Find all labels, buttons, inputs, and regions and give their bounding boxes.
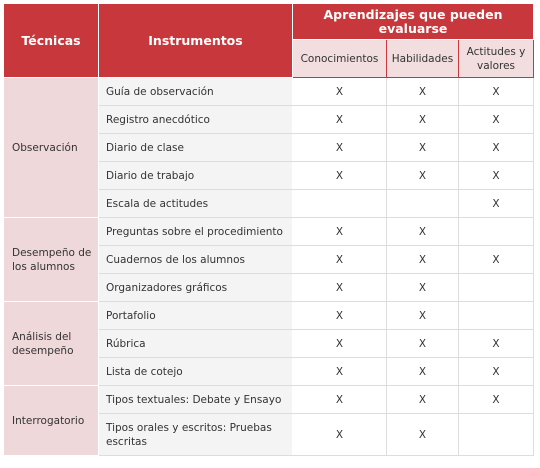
table-row — [4, 218, 534, 246]
mark-cell: X — [293, 162, 387, 190]
evaluation-table — [3, 3, 534, 456]
instrumento-cell: Diario de clase — [99, 134, 293, 162]
mark-cell: X — [387, 134, 459, 162]
mark-cell: X — [293, 358, 387, 386]
mark-cell: X — [293, 106, 387, 134]
table-row — [4, 386, 534, 414]
mark-cell — [459, 414, 534, 456]
mark-cell: X — [459, 190, 534, 218]
mark-cell — [459, 302, 534, 330]
mark-cell: X — [387, 274, 459, 302]
header-instrumentos: Instrumentos — [99, 4, 293, 78]
mark-cell: X — [387, 358, 459, 386]
mark-cell: X — [387, 414, 459, 456]
mark-cell: X — [387, 218, 459, 246]
instrumento-cell: Registro anecdótico — [99, 106, 293, 134]
instrumento-cell: Guía de observación — [99, 78, 293, 106]
mark-cell: X — [387, 386, 459, 414]
mark-cell — [293, 190, 387, 218]
mark-cell: X — [459, 386, 534, 414]
mark-cell: X — [459, 358, 534, 386]
header-aprendizajes: Aprendizajes que pueden evaluarse — [293, 4, 534, 40]
mark-cell: X — [387, 106, 459, 134]
header-habilidades: Habilidades — [387, 40, 459, 78]
mark-cell: X — [387, 302, 459, 330]
instrumento-cell: Cuadernos de los alumnos — [99, 246, 293, 274]
mark-cell: X — [293, 218, 387, 246]
mark-cell: X — [459, 330, 534, 358]
mark-cell: X — [293, 330, 387, 358]
header-conocimientos: Conocimientos — [293, 40, 387, 78]
mark-cell: X — [459, 78, 534, 106]
mark-cell: X — [293, 78, 387, 106]
tecnica-cell: Observación — [4, 78, 99, 218]
instrumento-cell: Rúbrica — [99, 330, 293, 358]
instrumento-cell: Portafolio — [99, 302, 293, 330]
header-actitudes: Actitudes y valores — [459, 40, 534, 78]
header-tecnicas: Técnicas — [4, 4, 99, 78]
mark-cell: X — [459, 134, 534, 162]
table-row — [4, 302, 534, 330]
mark-cell: X — [459, 106, 534, 134]
instrumento-cell: Tipos textuales: Debate y Ensayo — [99, 386, 293, 414]
mark-cell: X — [387, 246, 459, 274]
mark-cell: X — [293, 386, 387, 414]
mark-cell: X — [293, 274, 387, 302]
instrumento-cell: Organizadores gráficos — [99, 274, 293, 302]
mark-cell — [459, 274, 534, 302]
mark-cell: X — [293, 134, 387, 162]
mark-cell: X — [387, 330, 459, 358]
table-row — [4, 78, 534, 106]
mark-cell — [459, 218, 534, 246]
instrumento-cell: Diario de trabajo — [99, 162, 293, 190]
instrumento-cell: Tipos orales y escritos: Pruebas escritas — [99, 414, 293, 456]
mark-cell: X — [387, 78, 459, 106]
instrumento-cell: Preguntas sobre el procedimiento — [99, 218, 293, 246]
instrumento-cell: Escala de actitudes — [99, 190, 293, 218]
mark-cell: X — [459, 162, 534, 190]
mark-cell: X — [293, 302, 387, 330]
instrumento-cell: Lista de cotejo — [99, 358, 293, 386]
tecnica-cell: Análisis del desempeño — [4, 302, 99, 386]
mark-cell: X — [293, 246, 387, 274]
tecnica-cell: Interrogatorio — [4, 386, 99, 456]
mark-cell: X — [293, 414, 387, 456]
table-body — [4, 78, 534, 456]
mark-cell: X — [459, 246, 534, 274]
tecnica-cell: Desempeño de los alumnos — [4, 218, 99, 302]
mark-cell — [387, 190, 459, 218]
mark-cell: X — [387, 162, 459, 190]
